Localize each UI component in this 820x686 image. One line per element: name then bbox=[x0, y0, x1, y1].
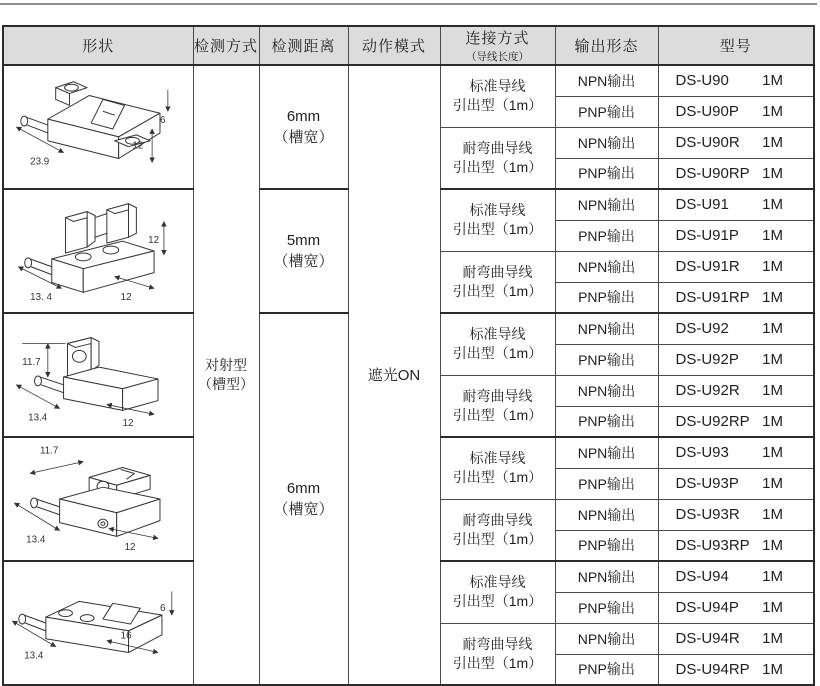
header-connection-sub: （导线长度） bbox=[466, 51, 529, 63]
distance-value: 5mm bbox=[286, 232, 321, 249]
connection-line1: 标准导线 bbox=[469, 78, 526, 95]
cable-length: 1M bbox=[762, 164, 783, 182]
output-cell: NPN输出 bbox=[555, 499, 658, 530]
model-number: DS-U90 bbox=[675, 72, 729, 90]
sensor-drawing-u90 bbox=[4, 66, 192, 188]
output-cell: NPN输出 bbox=[555, 375, 658, 406]
distance-cell-u91 bbox=[259, 189, 348, 313]
header-connection bbox=[440, 26, 555, 65]
output-cell: NPN输出 bbox=[555, 437, 658, 468]
dim-label: 11.7 bbox=[22, 357, 41, 369]
connection-line2: 引出型（1m） bbox=[452, 530, 543, 547]
model-number: DS-U94R bbox=[675, 630, 740, 647]
model-number: DS-U91RP bbox=[675, 288, 750, 306]
model-number: DS-U93P bbox=[675, 475, 739, 492]
distance-sub: （槽宽） bbox=[273, 501, 334, 518]
top-divider-rule bbox=[0, 3, 817, 5]
model-cell bbox=[658, 96, 814, 127]
model-cell bbox=[658, 623, 814, 654]
connection-line1: 耐弯曲导线 bbox=[462, 511, 533, 528]
cable-length: 1M bbox=[762, 568, 783, 586]
shape-cell-u91 bbox=[3, 189, 193, 313]
model-cell bbox=[658, 313, 814, 344]
header-shape: 形状 bbox=[3, 26, 193, 65]
cable-length: 1M bbox=[762, 475, 783, 492]
model-cell bbox=[658, 468, 814, 499]
cable-length: 1M bbox=[762, 72, 783, 90]
connection-line1: 标准导线 bbox=[469, 574, 526, 591]
connection-line2: 引出型（1m） bbox=[452, 469, 543, 486]
connection-line2: 引出型（1m） bbox=[452, 221, 543, 238]
connection-cell-standard bbox=[440, 437, 555, 499]
connection-line2: 引出型（1m） bbox=[452, 654, 543, 671]
model-number: DS-U94P bbox=[675, 599, 739, 616]
output-cell: PNP输出 bbox=[555, 220, 658, 251]
header-connection-main: 连接方式 bbox=[465, 30, 530, 47]
cable-length: 1M bbox=[762, 444, 783, 462]
model-number: DS-U92RP bbox=[675, 412, 750, 430]
dim-label: 12 bbox=[148, 235, 160, 247]
connection-cell-flex bbox=[440, 623, 555, 685]
shape-cell-u93 bbox=[3, 437, 193, 561]
cable-length: 1M bbox=[762, 382, 783, 399]
connection-cell-flex bbox=[440, 127, 555, 189]
sensor-drawing-u91 bbox=[4, 190, 192, 312]
output-cell: PNP输出 bbox=[555, 96, 658, 127]
header-row bbox=[3, 26, 814, 65]
distance-cell-u92-u94 bbox=[259, 313, 348, 685]
sensor-drawing-u92 bbox=[4, 314, 192, 436]
header-detection-distance: 检测距离 bbox=[259, 26, 348, 65]
dim-label: 23.9 bbox=[30, 156, 50, 168]
header-action-mode: 动作模式 bbox=[348, 26, 440, 65]
table-row bbox=[3, 65, 814, 96]
connection-line1: 耐弯曲导线 bbox=[462, 263, 533, 280]
model-cell bbox=[658, 189, 814, 220]
cable-length: 1M bbox=[762, 599, 783, 616]
model-number: DS-U91R bbox=[675, 258, 740, 275]
model-number: DS-U93R bbox=[675, 506, 740, 523]
dim-label: 13.4 bbox=[28, 412, 48, 424]
model-cell bbox=[658, 65, 814, 96]
model-number: DS-U90P bbox=[675, 103, 739, 120]
output-cell: NPN输出 bbox=[555, 313, 658, 344]
distance-sub: （槽宽） bbox=[273, 253, 334, 270]
model-cell bbox=[658, 561, 814, 592]
connection-line1: 耐弯曲导线 bbox=[462, 387, 533, 404]
dim-label: 12 bbox=[124, 542, 136, 554]
output-cell: PNP输出 bbox=[555, 654, 658, 685]
product-spec-table bbox=[2, 25, 815, 686]
connection-cell-flex bbox=[440, 251, 555, 313]
model-number: DS-U93 bbox=[675, 444, 729, 462]
cable-length: 1M bbox=[762, 258, 783, 275]
shape-cell-u90 bbox=[3, 65, 193, 189]
model-number: DS-U94RP bbox=[675, 660, 750, 678]
distance-cell-u90 bbox=[259, 65, 348, 189]
cable-length: 1M bbox=[762, 660, 783, 678]
output-cell: NPN输出 bbox=[555, 127, 658, 158]
model-cell bbox=[658, 375, 814, 406]
cable-length: 1M bbox=[762, 412, 783, 430]
model-cell bbox=[658, 437, 814, 468]
model-cell bbox=[658, 220, 814, 251]
model-cell bbox=[658, 158, 814, 189]
model-cell bbox=[658, 499, 814, 530]
model-cell bbox=[658, 127, 814, 158]
output-cell: PNP输出 bbox=[555, 282, 658, 313]
output-cell: PNP输出 bbox=[555, 344, 658, 375]
output-cell: PNP输出 bbox=[555, 592, 658, 623]
dim-label: 13. 4 bbox=[30, 292, 53, 304]
connection-line1: 标准导线 bbox=[469, 326, 526, 343]
header-detection-method: 检测方式 bbox=[193, 26, 259, 65]
model-cell bbox=[658, 344, 814, 375]
shape-cell-u94 bbox=[3, 561, 193, 685]
cable-length: 1M bbox=[762, 134, 783, 151]
model-number: DS-U90RP bbox=[675, 164, 750, 182]
detection-method-line2: （槽型） bbox=[198, 376, 254, 392]
dim-label: 6 bbox=[160, 115, 166, 127]
cable-length: 1M bbox=[762, 536, 783, 554]
connection-line2: 引出型（1m） bbox=[452, 345, 543, 362]
distance-value: 6mm bbox=[286, 108, 321, 125]
cable-length: 1M bbox=[762, 227, 783, 244]
dim-label: 16 bbox=[120, 630, 132, 642]
model-number: DS-U94 bbox=[675, 568, 729, 586]
model-number: DS-U93RP bbox=[675, 536, 750, 554]
dim-label: 12 bbox=[132, 140, 144, 152]
connection-line1: 标准导线 bbox=[469, 450, 526, 467]
connection-line2: 引出型（1m） bbox=[452, 282, 543, 299]
header-model: 型号 bbox=[658, 26, 814, 65]
dim-label: 12 bbox=[120, 292, 132, 304]
dim-label: 6 bbox=[160, 603, 166, 615]
model-number: DS-U92P bbox=[675, 351, 739, 368]
connection-cell-standard bbox=[440, 189, 555, 251]
model-cell bbox=[658, 530, 814, 561]
connection-cell-standard bbox=[440, 65, 555, 127]
output-cell: NPN输出 bbox=[555, 623, 658, 654]
output-cell: PNP输出 bbox=[555, 406, 658, 437]
detection-method-cell bbox=[193, 65, 259, 685]
model-cell bbox=[658, 282, 814, 313]
product-spec-table-wrap bbox=[2, 25, 815, 686]
model-number: DS-U92R bbox=[675, 382, 740, 399]
output-cell: NPN输出 bbox=[555, 65, 658, 96]
dim-label: 11.7 bbox=[40, 445, 59, 457]
output-cell: PNP输出 bbox=[555, 530, 658, 561]
model-number: DS-U90R bbox=[675, 134, 740, 151]
output-cell: PNP输出 bbox=[555, 468, 658, 499]
connection-cell-standard bbox=[440, 561, 555, 623]
cable-length: 1M bbox=[762, 103, 783, 120]
cable-length: 1M bbox=[762, 351, 783, 368]
dim-label: 13.4 bbox=[24, 650, 44, 662]
connection-cell-flex bbox=[440, 375, 555, 437]
distance-sub: （槽宽） bbox=[273, 129, 334, 146]
dim-label: 12 bbox=[122, 418, 134, 430]
connection-line1: 耐弯曲导线 bbox=[462, 635, 533, 652]
connection-cell-flex bbox=[440, 499, 555, 561]
detection-method-line1: 对射型 bbox=[205, 357, 247, 374]
model-number: DS-U91P bbox=[675, 227, 739, 244]
connection-line2: 引出型（1m） bbox=[452, 158, 543, 175]
output-cell: NPN输出 bbox=[555, 189, 658, 220]
action-mode-cell: 遮光ON bbox=[348, 65, 440, 685]
model-cell bbox=[658, 654, 814, 685]
model-cell bbox=[658, 406, 814, 437]
model-number: DS-U92 bbox=[675, 320, 729, 338]
connection-line2: 引出型（1m） bbox=[452, 593, 543, 610]
connection-cell-standard bbox=[440, 313, 555, 375]
connection-line1: 标准导线 bbox=[469, 202, 526, 219]
sensor-drawing-u93 bbox=[4, 438, 192, 560]
shape-cell-u92 bbox=[3, 313, 193, 437]
model-cell bbox=[658, 592, 814, 623]
cable-length: 1M bbox=[762, 288, 783, 306]
cable-length: 1M bbox=[762, 320, 783, 338]
connection-line2: 引出型（1m） bbox=[452, 97, 543, 114]
cable-length: 1M bbox=[762, 506, 783, 523]
cable-length: 1M bbox=[762, 196, 783, 214]
output-cell: NPN输出 bbox=[555, 561, 658, 592]
connection-line1: 耐弯曲导线 bbox=[462, 139, 533, 156]
model-cell bbox=[658, 251, 814, 282]
connection-line2: 引出型（1m） bbox=[452, 406, 543, 423]
distance-value: 6mm bbox=[286, 480, 321, 497]
header-output-form: 输出形态 bbox=[555, 26, 658, 65]
output-cell: PNP输出 bbox=[555, 158, 658, 189]
model-number: DS-U91 bbox=[675, 196, 729, 214]
sensor-drawing-u94 bbox=[4, 562, 192, 684]
dim-label: 13.4 bbox=[26, 534, 46, 546]
cable-length: 1M bbox=[762, 630, 783, 647]
output-cell: NPN输出 bbox=[555, 251, 658, 282]
